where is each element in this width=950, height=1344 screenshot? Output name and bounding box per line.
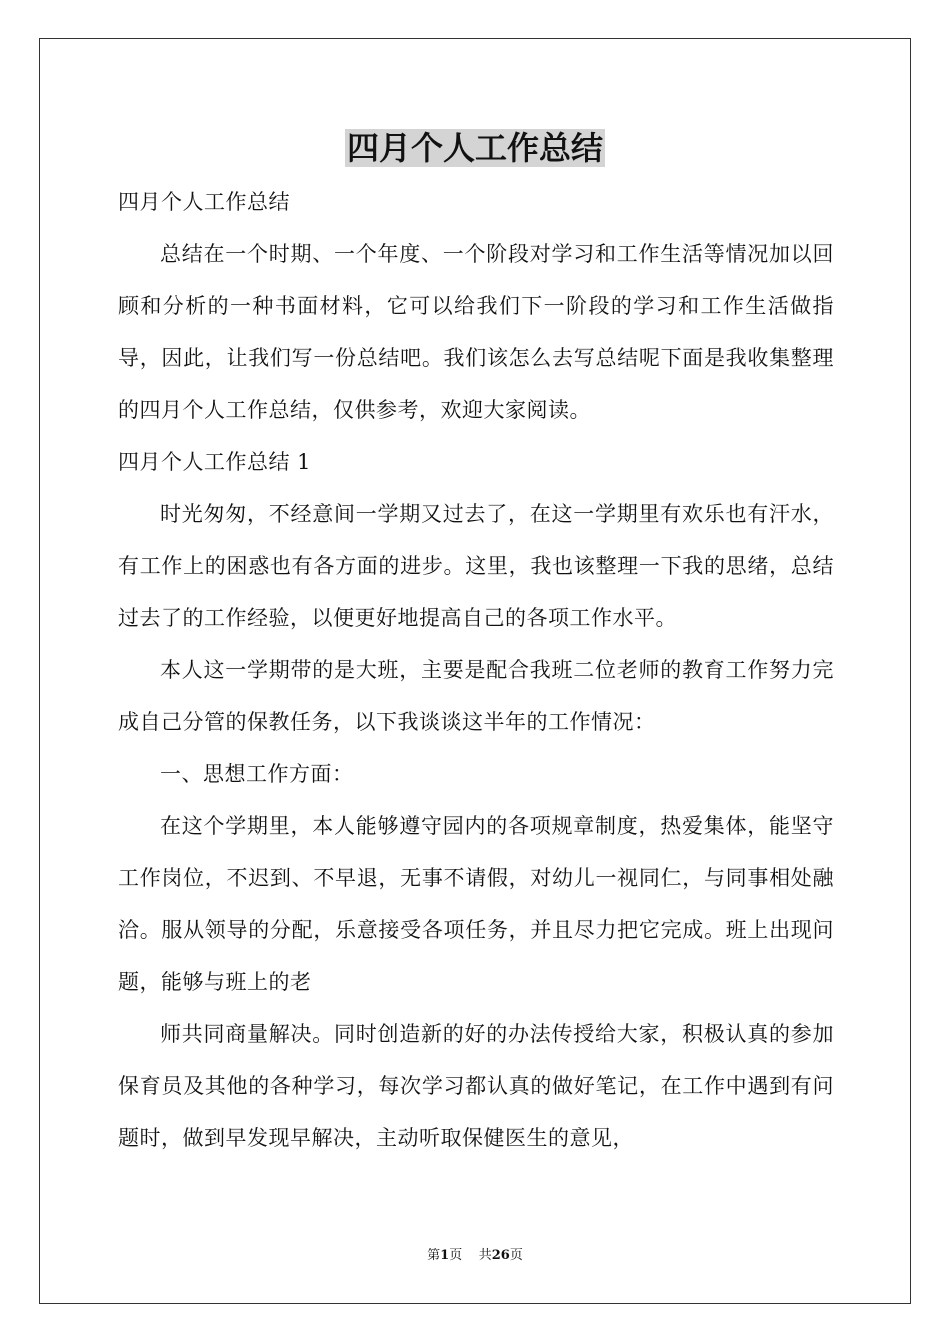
body-paragraph: 一、思想工作方面： <box>160 762 354 786</box>
body-paragraph: 本人这一学期带的是大班，主要是配合我班二位老师的教育工作努力完成自己分管的保教任务，以下我谈谈这半年的工作情况： <box>118 658 834 734</box>
document-title <box>0 124 950 172</box>
document-subtitle: 四月个人工作总结 <box>118 190 290 214</box>
page-total-prefix: 共 <box>478 1248 492 1263</box>
document-title-text: 四月个人工作总结 <box>346 129 603 167</box>
body-paragraph: 时光匆匆，不经意间一学期又过去了，在这一学期里有欢乐也有汗水，有工作上的困惑也有各方面的进步。这里，我也该整理一下我的思绪，总结过去了的工作经验，以便更好地提高自己的各项工作水平。 <box>118 502 834 630</box>
body-paragraph: 师共同商量解决。同时创造新的好的办法传授给大家，积极认真的参加保育员及其他的各种学习，每次学习都认真的做好笔记，在工作中遇到有问题时，做到早发现早解决，主动听取保健医生的意见， <box>118 1022 834 1150</box>
page-total-suffix: 页 <box>509 1248 523 1263</box>
page-footer <box>0 1246 950 1266</box>
page-number-prefix: 第 <box>427 1248 441 1263</box>
section-heading: 四月个人工作总结 1 <box>118 450 312 474</box>
page-total-count: 26 <box>491 1248 510 1263</box>
page-number-suffix: 页 <box>449 1248 463 1263</box>
body-paragraph: 在这个学期里，本人能够遵守园内的各项规章制度，热爱集体，能坚守工作岗位，不迟到、不早退，无事不请假，对幼儿一视同仁，与同事相处融洽。服从领导的分配，乐意接受各项任务，并且尽力把它完成。班上出现问题，能够与班上的老 <box>118 814 834 994</box>
body-paragraph: 总结在一个时期、一个年度、一个阶段对学习和工作生活等情况加以回顾和分析的一种书面材料，它可以给我们下一阶段的学习和工作生活做指导，因此，让我们写一份总结吧。我们该怎么去写总结呢下面是我收集整理的四月个人工作总结，仅供参考，欢迎大家阅读。 <box>118 242 834 422</box>
document-body <box>118 176 834 1164</box>
page-number-current: 1 <box>440 1248 450 1263</box>
